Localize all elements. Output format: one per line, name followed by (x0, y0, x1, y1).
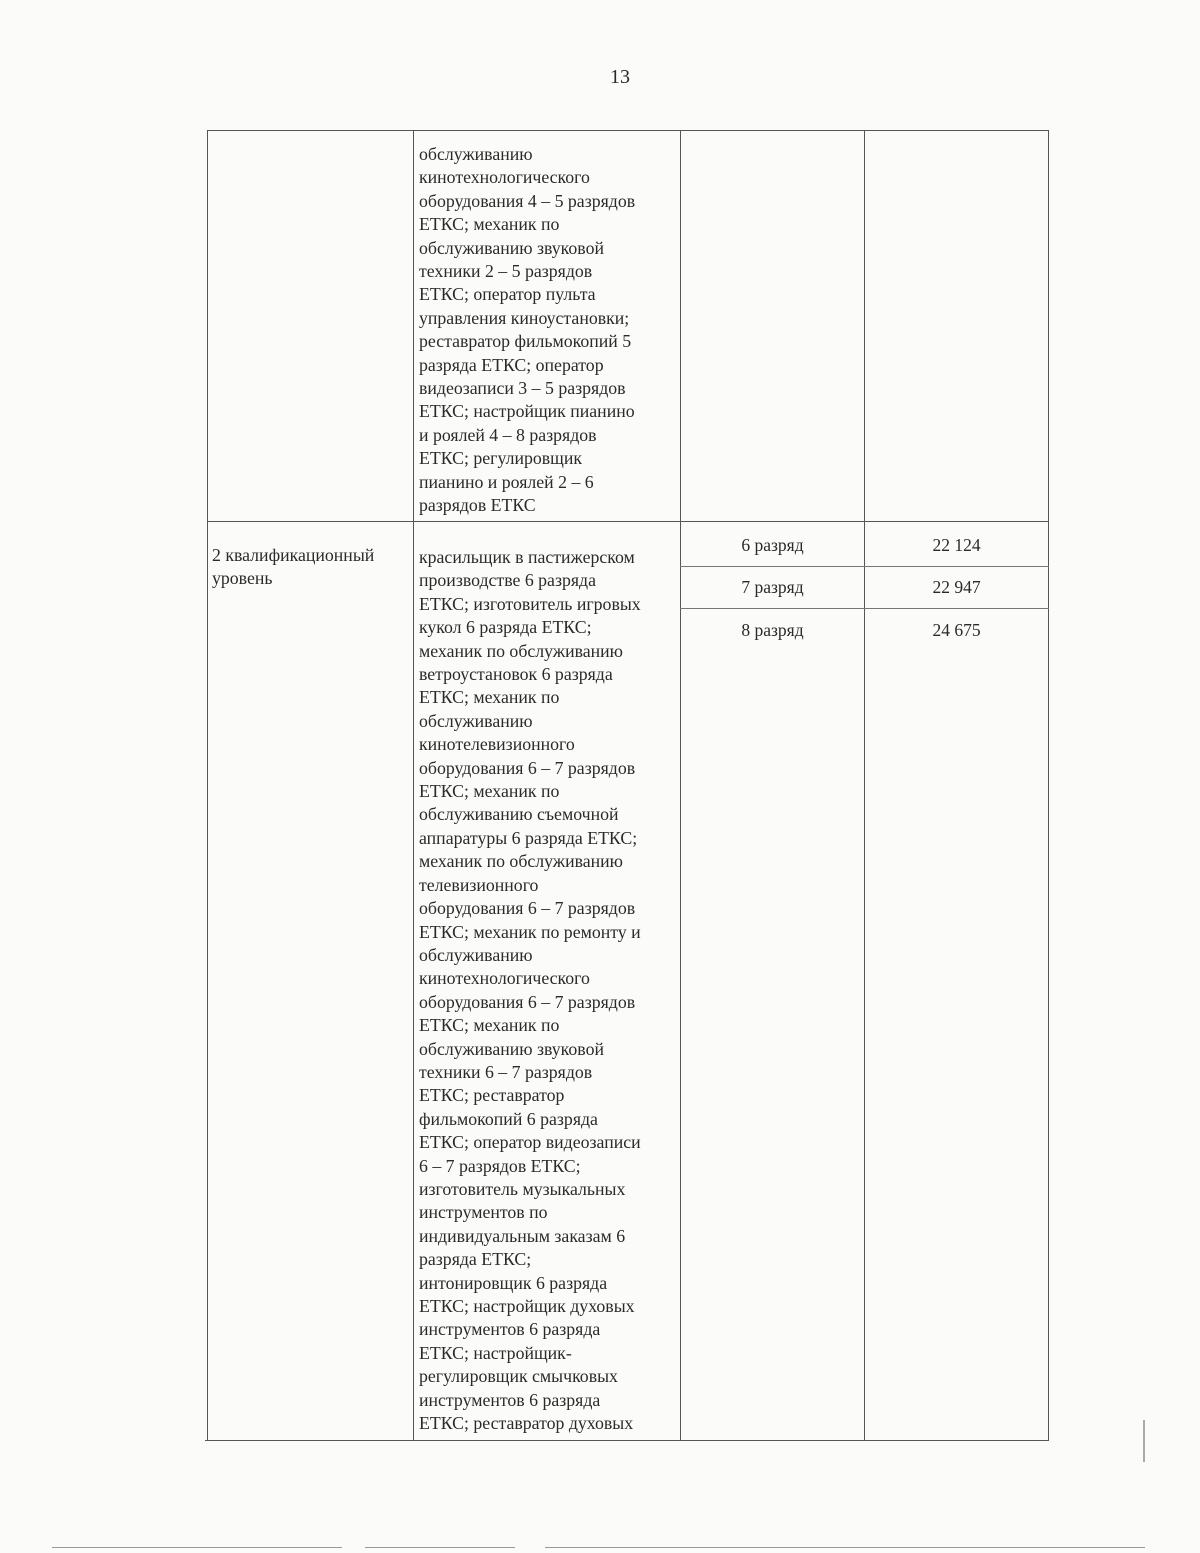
column-divider-1 (413, 130, 414, 1441)
table-border-left (207, 130, 208, 1441)
scan-footer-line (365, 1547, 515, 1548)
table-cell-salary: 22 124 (932, 535, 981, 555)
grade-divider (680, 566, 1049, 567)
row-divider (207, 521, 1049, 522)
table-cell-grade: 6 разряд (741, 535, 804, 555)
table-cell-level: 2 квалификационный уровень (212, 545, 375, 589)
table-border-bottom (205, 1440, 1049, 1441)
table-cell-description: красильщик в пастижерском производстве 6 разряда ЕТКС; изготовитель игровых кукол 6 разряда ЕТКС; механик по обслуживанию ветроустановок 6 разряда ЕТКС; механик по обслуживанию кинотелевизионного оборудования 6 – 7 разрядов ЕТКС; механик по обслуживанию съемочной аппаратуры 6 разряда ЕТКС; механик по обслуживанию телевизионного оборудования 6 – 7 разрядов ЕТКС; механик по ремонту и обслуживанию кинотехнологического оборудования 6 – 7 разрядов ЕТКС; механик по обслуживанию звуковой техники 6 – 7 разрядов ЕТКС; реставратор фильмокопий 6 разряда ЕТКС; оператор видеозаписи 6 – 7 разрядов ЕТКС; изготовитель музыкальных инструментов по индивидуальным заказам 6 разряда ЕТКС; интонировщик 6 разряда ЕТКС; настройщик духовых инструментов 6 разряда ЕТКС; настройщик- регулировщик смычковых инструментов 6 разряда ЕТКС; реставратор духовых (419, 547, 641, 1434)
scan-mark (1143, 1420, 1145, 1462)
column-divider-3 (864, 130, 865, 1441)
page-number: 13 (610, 66, 630, 88)
column-divider-2 (680, 130, 681, 1441)
table-cell-description: обслуживанию кинотехнологического оборудования 4 – 5 разрядов ЕТКС; механик по обслуживанию звуковой техники 2 – 5 разрядов ЕТКС; оператор пульта управления киноустановки; реставратор фильмокопий 5 разряда ЕТКС; оператор видеозаписи 3 – 5 разрядов ЕТКС; настройщик пианино и роялей 4 – 8 разрядов ЕТКС; регулировщик пианино и роялей 2 – 6 разрядов ЕТКС (419, 144, 636, 516)
table-cell-salary: 22 947 (932, 577, 981, 597)
table-cell-salary: 24 675 (932, 620, 981, 640)
grade-divider (680, 608, 1049, 609)
table-border-right (1048, 130, 1049, 1441)
scan-footer-line (52, 1547, 342, 1548)
table-cell-grade: 8 разряд (741, 620, 804, 640)
table-border-top (207, 130, 1049, 131)
scan-footer-line (545, 1547, 1145, 1548)
table-cell-grade: 7 разряд (741, 577, 804, 597)
